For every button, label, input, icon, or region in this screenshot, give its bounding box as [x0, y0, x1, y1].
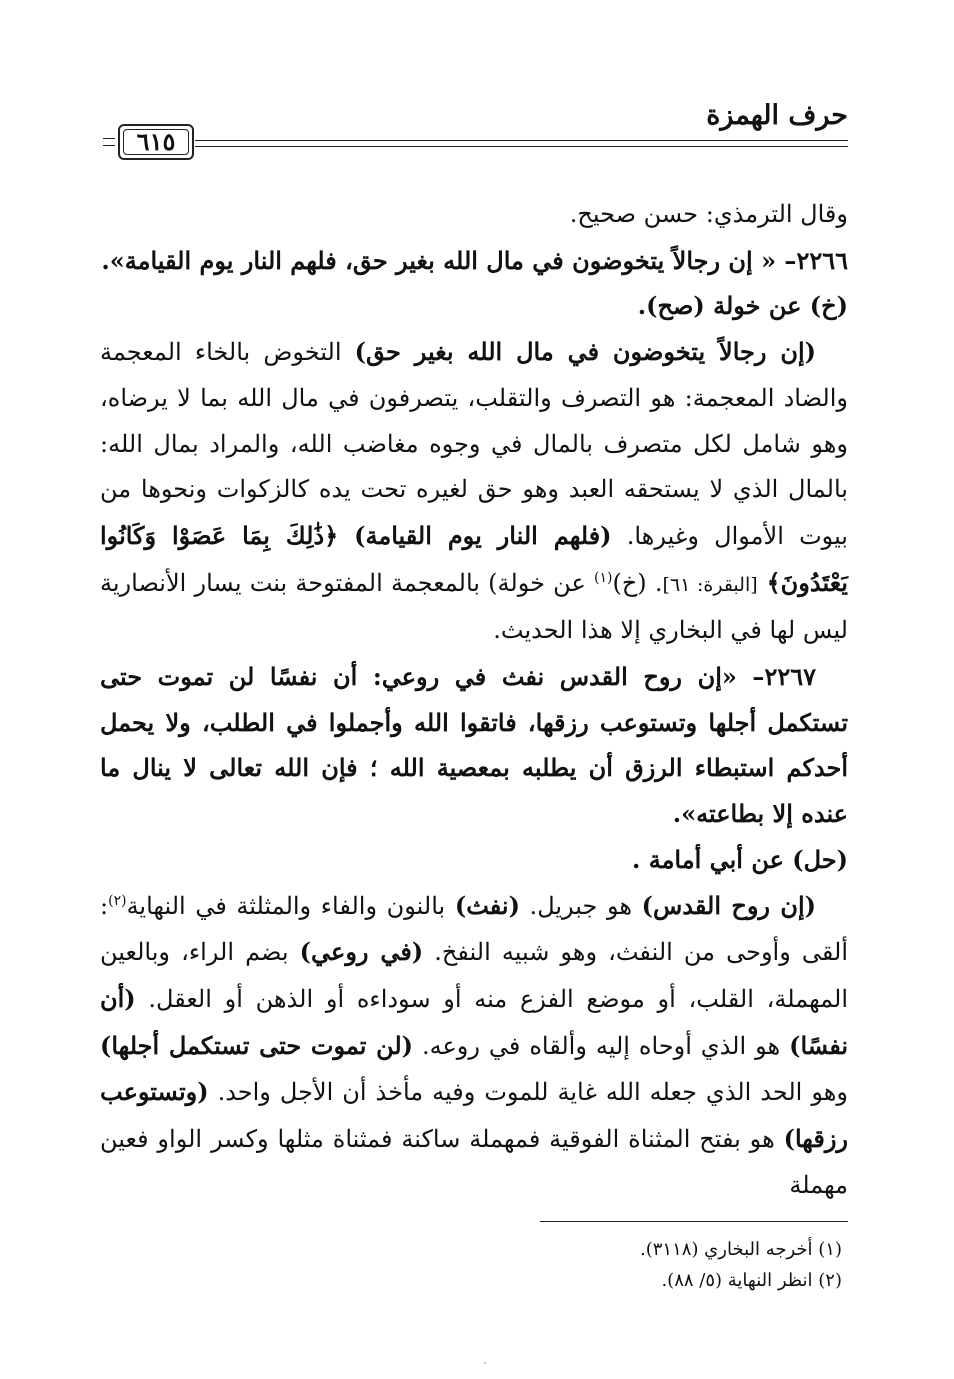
- folio-ornament-line: [103, 138, 115, 139]
- commentary-text: : ألقى وأوحى من النفث، وهو شبيه النفخ.: [100, 891, 849, 967]
- lemma: (أن نفسًا): [100, 983, 849, 1060]
- footnote-1: (١) أخرجه البخاري (٣١١٨).: [640, 1239, 842, 1260]
- hadith-source: (حل) عن أبي أمامة .: [632, 844, 848, 874]
- commentary-text: هو الذي أوحاه إليه وألقاه في روعه.: [413, 1031, 790, 1060]
- footnote-marker[interactable]: (١): [593, 569, 613, 586]
- hadith-source: (خ) عن خولة (صح).: [637, 291, 848, 321]
- page-number-frame: [118, 124, 194, 160]
- commentary-text: . (خ): [612, 568, 663, 597]
- lemma: (إن رجالاً يتخوضون في مال الله بغير حق): [354, 337, 816, 367]
- scan-speck: [484, 1362, 486, 1364]
- lemma: (لن تموت حتى تستكمل أجلها): [100, 1030, 414, 1060]
- hadith-2267: [100, 654, 848, 837]
- footnotes: [380, 1234, 842, 1296]
- commentary-text: عن خولة) بالمعجمة المفتوحة بنت يسار الأنصارية ليس لها في البخاري إلا هذا الحديث.: [100, 568, 848, 645]
- header-rule-double: [195, 146, 848, 147]
- commentary-text: التخوض بالخاء المعجمة والضاد المعجمة: هو التصرف والتقلب، يتصرفون في مال الله بما لا يرضاه، وهو شامل لكل متصرف بالمال في وجوه مغاضب الله، والمراد بمال الله: بالمال الذي لا يستحقه العبد وهو حق لغيره تحت يده كالزكوات ونحوها من بيوت الأموال وغيرها.: [100, 338, 848, 550]
- commentary-2266: [100, 329, 848, 654]
- header-rule: [195, 140, 848, 141]
- hadith-number: ٢٢٦٧: [764, 662, 816, 692]
- tirmidhi-grading: وقال الترمذي: حسن صحيح.: [569, 200, 848, 228]
- hadith-number: ٢٢٦٦: [796, 245, 848, 275]
- page-number: ٦١٥: [123, 129, 189, 155]
- quran-reference: [البقرة: ٦١]: [662, 573, 758, 596]
- footnote-2: (٢) انظر النهاية (٥/ ٨٨).: [661, 1270, 842, 1291]
- commentary-text: هو بفتح المثناة الفوقية فمهملة ساكنة فمثناة مثلها وكسر الواو فعين مهملة: [100, 1125, 848, 1199]
- lemma: (فلهم النار يوم القيامة): [354, 520, 612, 550]
- main-text: [100, 192, 848, 1208]
- hadith-text: – «إن روح القدس نفث في روعي: أن نفسًا لن تموت حتى تستكمل أجلها وتستوعب رزقها، فاتقوا الله وأجملوا في الطلب، ولا يحمل أحدكم استبطاء الرزق أن يطلبه بمعصية الله ؛ فإن الله تعالى لا ينال ما عنده إلا بطاعته».: [100, 662, 848, 829]
- lemma: (إن روح القدس): [641, 890, 816, 920]
- commentary-text: هو جبريل.: [519, 891, 642, 920]
- running-title: حرف الهمزة: [706, 100, 848, 131]
- folio-ornament-line: [103, 145, 115, 146]
- footnote-marker[interactable]: (٢): [108, 892, 127, 909]
- hadith-text: – « إن رجالاً يتخوضون في مال الله بغير حق، فلهم النار يوم القيامة».: [101, 245, 797, 275]
- commentary-2267: [100, 883, 848, 1209]
- lemma: (في روعي): [299, 937, 424, 967]
- lemma: (نفث): [454, 890, 520, 920]
- commentary-text: بالنون والفاء والمثلثة في النهاية: [126, 891, 455, 920]
- hadith-2266: [100, 238, 848, 284]
- lemma: (وتستوعب رزقها): [100, 1077, 848, 1154]
- footnote-separator: [540, 1221, 848, 1222]
- commentary-text: وهو الحد الذي جعله الله غاية للموت وفيه مأخذ أن الأجل واحد.: [208, 1078, 848, 1107]
- quran-verse: ﴿ذَٰلِكَ بِمَا عَصَوْا وَكَانُوا يَعْتَدُونَ﴾: [100, 520, 848, 597]
- commentary-text: بضم الراء، وبالعين المهملة، القلب، أو موضع الفزع منه أو سوداءه أو الذهن أو العقل.: [100, 938, 848, 1013]
